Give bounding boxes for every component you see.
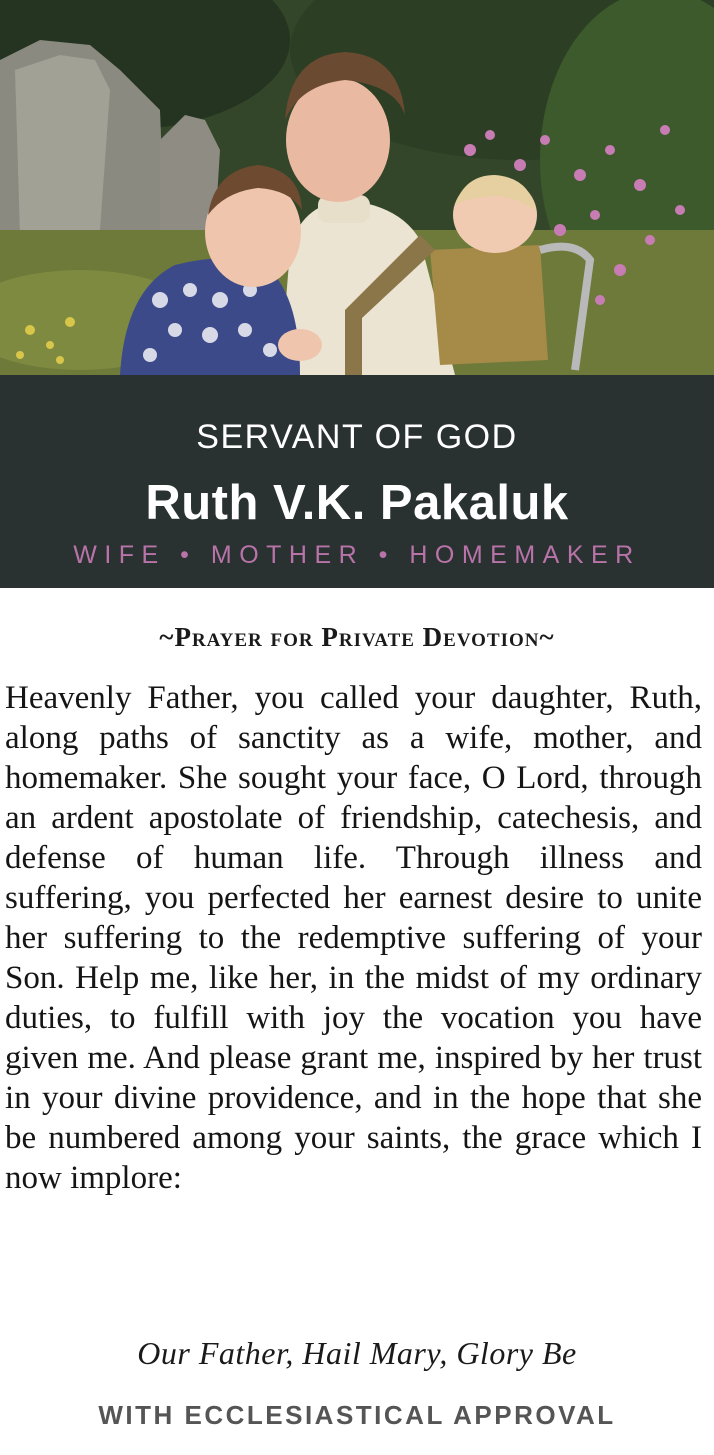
prayer-body: Heavenly Father, you called your daughter, Ruth, along paths of sanctity as a wife, mother, and homemaker. She sought your face, O Lord, through an ardent apostolate of friendship, catechesis, and defense of human life. Through illness and suffering, you perfected her earnest desire to unite her suffering to the redemptive suffering of your Son. Help me, like her, in the midst of my ordinary duties, to fulfill with joy the vocation you have given me. And please grant me, inspired by her trust in your divine providence, and in the hope that she be numbered among your saints, the grace which I now implore: — [5, 680, 702, 1196]
prayer-title: ~Prayer for Private Devotion~ — [159, 622, 555, 652]
closing-prayers: Our Father, Hail Mary, Glory Be — [137, 1335, 577, 1371]
banner-kicker: SERVANT OF GOD — [196, 418, 518, 456]
family-photo-illustration — [0, 0, 714, 375]
person-name: Ruth V.K. Pakaluk — [145, 476, 569, 530]
approval-note: WITH ECCLESIASTICAL APPROVAL — [98, 1400, 616, 1430]
roles-line: WIFE • MOTHER • HOMEMAKER — [73, 541, 641, 569]
title-banner — [0, 375, 714, 588]
family-photo — [0, 0, 714, 375]
